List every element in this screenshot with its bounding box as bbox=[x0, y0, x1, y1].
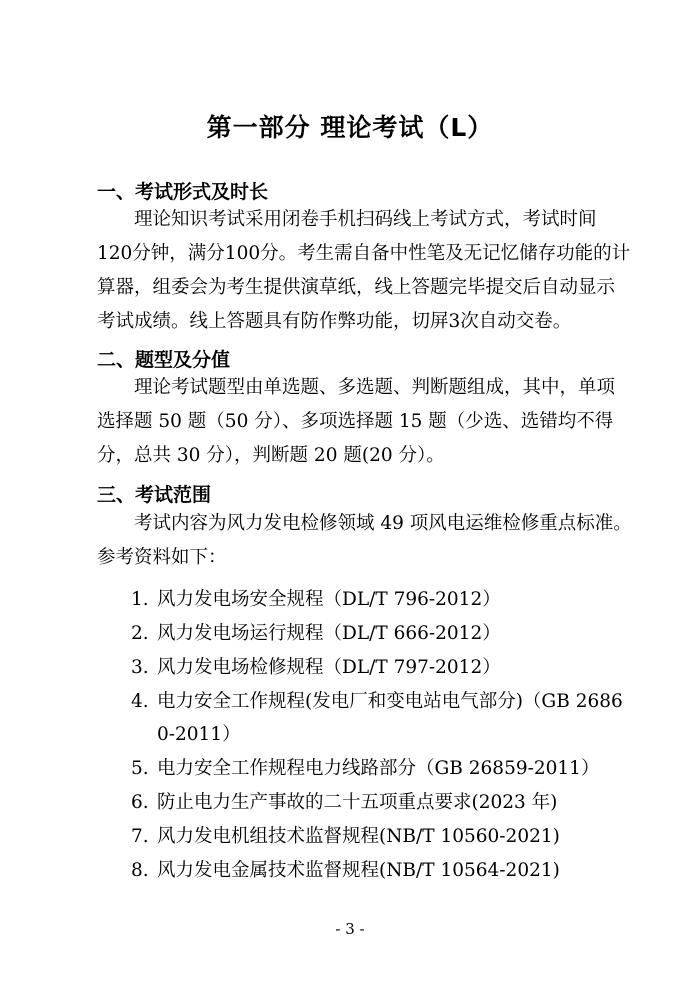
list-item bbox=[131, 617, 631, 650]
section-heading-types: 二、题型及分值 bbox=[97, 349, 231, 371]
list-item-number: 3. bbox=[131, 657, 149, 678]
list-item bbox=[131, 854, 631, 887]
list-item-number: 6. bbox=[131, 792, 149, 813]
list-item-number: 1. bbox=[131, 589, 149, 610]
list-item-text: 风力发电金属技术监督规程(NB/T 10564-2021) bbox=[157, 860, 560, 881]
list-item-number: 5. bbox=[131, 758, 149, 779]
paragraph-line: 参考资料如下： bbox=[97, 547, 227, 568]
list-item-text: 风力发电场检修规程（DL/T 797-2012） bbox=[157, 657, 501, 678]
paragraph-line: 选择题 50 题（50 分）、多项选择题 15 题（少选、选错均不得 bbox=[97, 411, 614, 432]
paragraph-line: 120分钟，满分100分。考生需自备中性笔及无记忆储存功能的计 bbox=[97, 243, 631, 264]
list-item-text: 电力安全工作规程电力线路部分（GB 26859-2011） bbox=[157, 758, 600, 779]
paragraph-line: 分，总共 30 分），判断题 20 题(20 分）。 bbox=[97, 445, 445, 466]
paragraph-line: 理论知识考试采用闭卷手机扫码线上考试方式，考试时间 bbox=[134, 209, 597, 230]
list-item-number: 2. bbox=[131, 623, 149, 644]
section-body-scope bbox=[97, 507, 637, 575]
list-item bbox=[131, 685, 631, 751]
list-item-text: 风力发电机组技术监督规程(NB/T 10560-2021) bbox=[157, 826, 560, 847]
page-title: 第一部分 理论考试（L） bbox=[206, 113, 494, 142]
page-number: - 3 - bbox=[335, 920, 365, 938]
paragraph-line: 理论考试题型由单选题、多选题、判断题组成，其中，单项 bbox=[134, 377, 616, 398]
list-item-text: 风力发电场安全规程（DL/T 796-2012） bbox=[157, 589, 501, 610]
paragraph-line: 考试成绩。线上答题具有防作弊功能，切屏3次自动交卷。 bbox=[97, 311, 572, 332]
section-body-types bbox=[97, 371, 637, 473]
paragraph-line: 算器，组委会为考生提供演草纸，线上答题完毕提交后自动显示 bbox=[97, 277, 616, 298]
reference-list bbox=[131, 583, 631, 888]
section-heading-format: 一、考试形式及时长 bbox=[97, 181, 269, 203]
list-item-text: 防止电力生产事故的二十五项重点要求(2023 年) bbox=[157, 792, 558, 813]
list-item bbox=[131, 583, 631, 616]
section-heading-scope: 三、考试范围 bbox=[97, 484, 212, 506]
list-item bbox=[131, 752, 631, 785]
list-item-number: 8. bbox=[131, 860, 149, 881]
list-item-text: 风力发电场运行规程（DL/T 666-2012） bbox=[157, 623, 501, 644]
list-item-text: 电力安全工作规程(发电厂和变电站电气部分)（GB 26860-2011） bbox=[157, 691, 623, 745]
list-item-number: 7. bbox=[131, 826, 149, 847]
list-item bbox=[131, 786, 631, 819]
section-body-format bbox=[97, 203, 637, 339]
list-item bbox=[131, 651, 631, 684]
paragraph-line: 考试内容为风力发电检修领域 49 项风电运维检修重点标准。 bbox=[134, 513, 632, 534]
list-item bbox=[131, 820, 631, 853]
list-item-number: 4. bbox=[131, 691, 149, 712]
